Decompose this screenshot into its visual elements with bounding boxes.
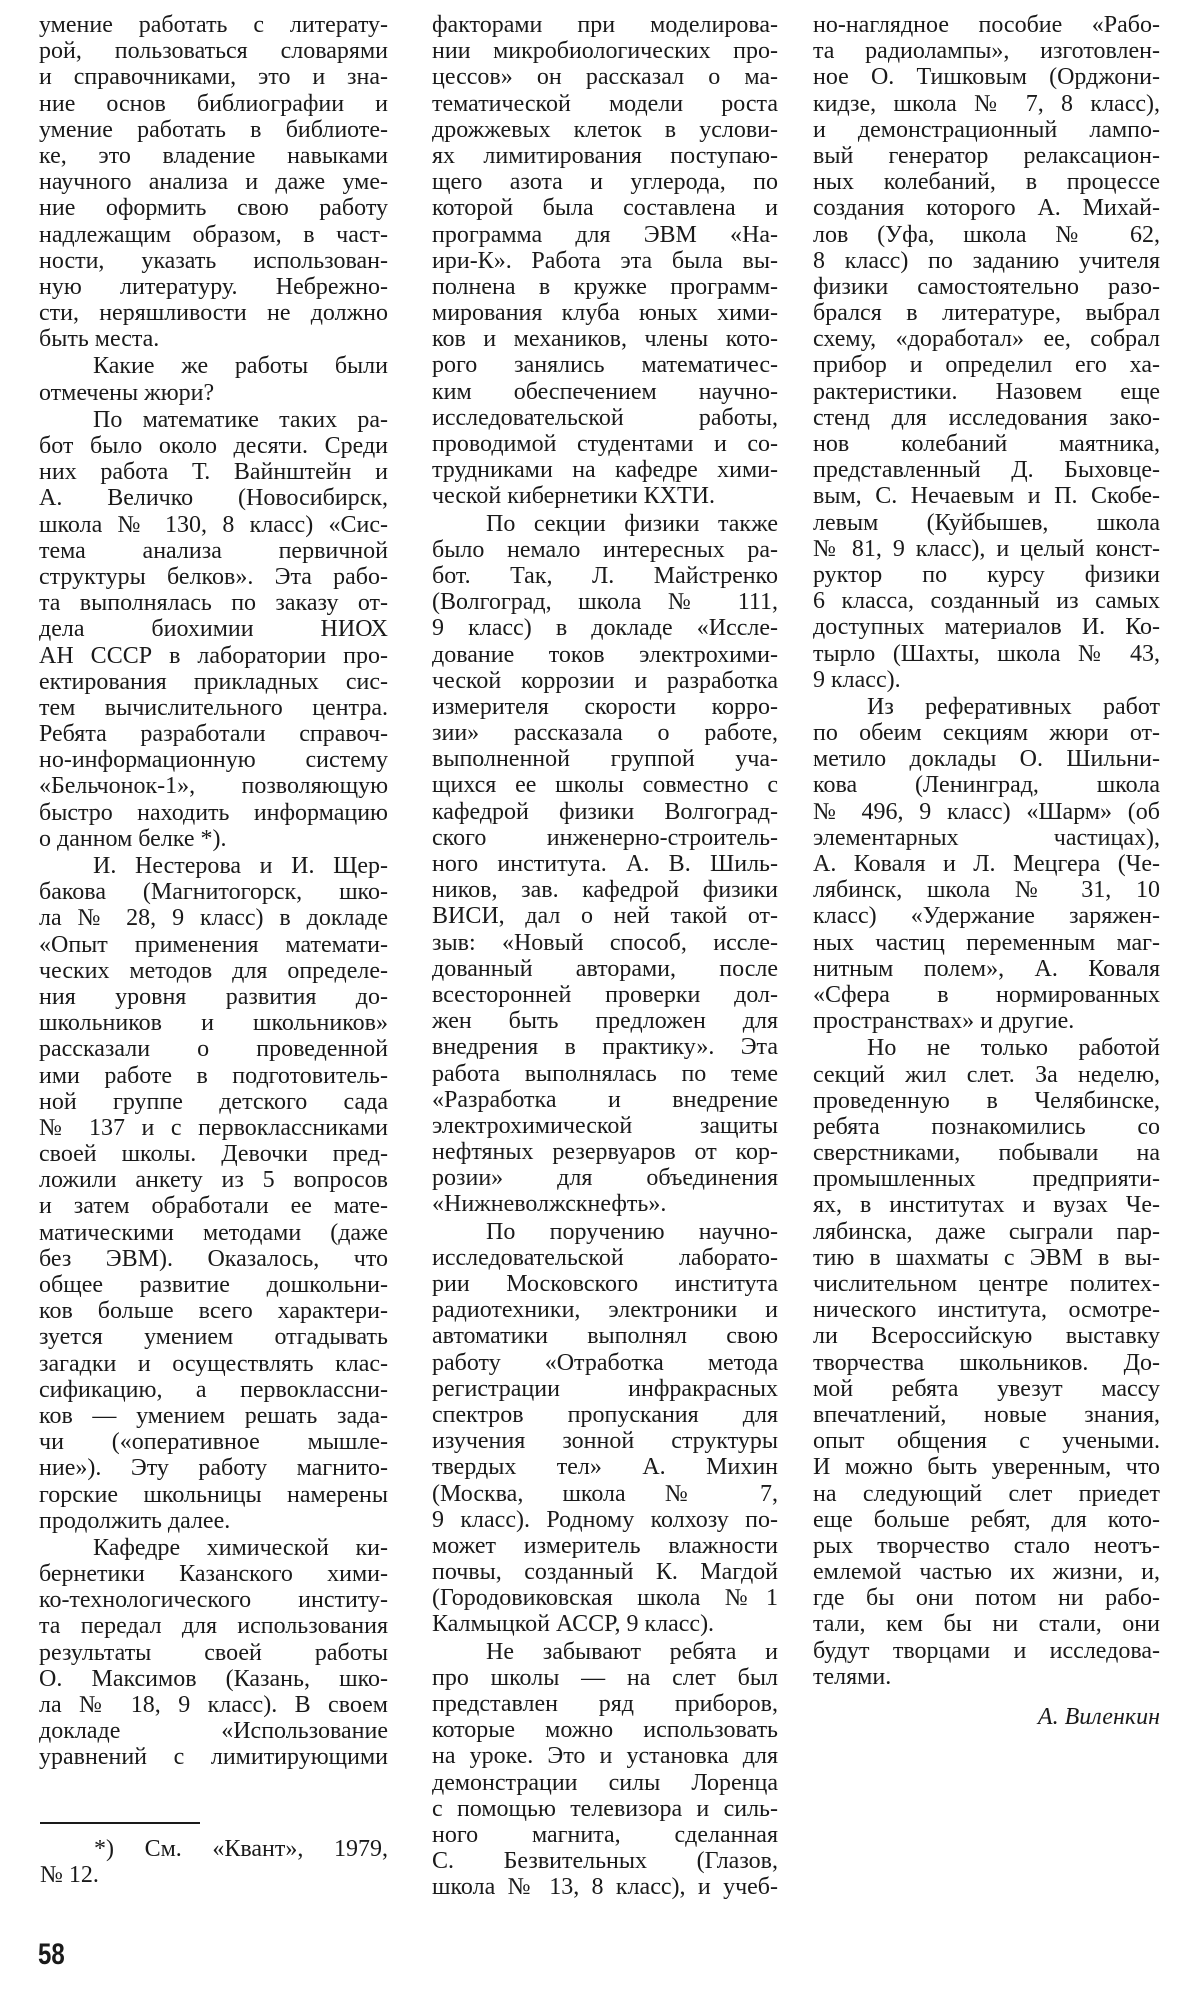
text-line: кафедрой физики Волгоград- xyxy=(432,798,778,825)
footnote-line: № 12. xyxy=(40,1862,99,1889)
text-line: зыв: «Новый способ, иссле- xyxy=(432,929,778,956)
text-line: зуется умением отгадывать xyxy=(39,1324,388,1351)
text-line: бот. Так, Л. Майстренко xyxy=(432,562,778,589)
text-line: загадки и осуществлять клас- xyxy=(39,1350,388,1377)
text-line: автоматики выполнял свою xyxy=(432,1323,778,1350)
text-line: дование токов электрохими- xyxy=(432,641,778,668)
text-line: Кафедре химической ки- xyxy=(93,1534,388,1561)
text-line: левым (Куйбышев, школа xyxy=(813,509,1160,536)
text-line: ского инженерно-строитель- xyxy=(432,824,778,851)
text-line: Ребята разработали справоч- xyxy=(39,721,388,748)
text-line: радиотехники, электроники и xyxy=(432,1297,778,1324)
text-line: представлен ряд приборов, xyxy=(432,1691,778,1717)
text-line: трудниками на кафедре хими- xyxy=(432,457,778,484)
text-line: ное О. Тишковым (Орджони- xyxy=(813,64,1160,91)
text-line: внедрения в практику». Эта xyxy=(432,1034,778,1061)
text-line: умение работать в библиоте- xyxy=(39,116,388,143)
text-line: дела биохимии НИОХ xyxy=(39,616,388,643)
text-line: мирования клуба юных хими- xyxy=(432,300,778,327)
text-line: лябинска, даже сыграли пар- xyxy=(813,1218,1160,1245)
paragraph xyxy=(39,1535,388,1771)
text-line: щихся ее школы совместно с xyxy=(432,772,778,799)
text-line: почвы, созданный К. Магдой xyxy=(432,1559,778,1586)
text-line: 9 класс). xyxy=(813,666,901,693)
text-line: матическими методами (даже xyxy=(39,1219,388,1246)
text-line: с помощью телевизора и силь- xyxy=(432,1795,778,1822)
text-line: № 496, 9 класс) «Шарм» (об xyxy=(813,798,1160,825)
text-line: ложили анкету из 5 вопросов xyxy=(39,1167,388,1194)
text-line: метило доклады О. Шильни- xyxy=(813,746,1160,773)
text-line: и затем обработали ее мате- xyxy=(39,1193,388,1220)
text-line: зии» рассказала о работе, xyxy=(432,720,778,747)
text-line: было немало интересных ра- xyxy=(432,536,778,563)
text-line: умение работать с литерату- xyxy=(39,12,388,38)
text-line: емлемой частью их жизни, и, xyxy=(813,1559,1160,1586)
text-line: работа выполнялась по теме xyxy=(432,1060,778,1087)
text-line: школьников и школьников» xyxy=(39,1010,388,1037)
text-line: Какие же работы были xyxy=(93,353,388,380)
text-line: тырло (Шахты, школа № 43, xyxy=(813,640,1160,667)
text-line: рактеристики. Назовем еще xyxy=(813,378,1160,405)
text-line: чи («оперативное мышле- xyxy=(39,1429,388,1456)
text-line: промышленных предприяти- xyxy=(813,1166,1160,1193)
text-line: та передал для использования xyxy=(39,1613,388,1640)
text-line: та радиолампы», изготовлен- xyxy=(813,38,1160,65)
text-line: бот было около десяти. Среди xyxy=(39,433,388,459)
text-line: руктор по курсу физики xyxy=(813,561,1160,588)
text-line: № 137 и с первоклассниками xyxy=(39,1114,388,1141)
text-line: рых творчество стало неотъ- xyxy=(813,1532,1160,1559)
text-line: класс) «Удержание заряжен- xyxy=(813,903,1160,930)
text-line: ях, в институтах и вузах Че- xyxy=(813,1192,1160,1219)
text-column-1 xyxy=(39,12,388,1772)
text-line: рого занялись математичес- xyxy=(432,352,778,379)
footnote-divider xyxy=(40,1822,200,1824)
text-line: спектров пропускания для xyxy=(432,1401,778,1428)
text-line: По поручению научно- xyxy=(486,1218,778,1245)
text-line: физики самостоятельно разо- xyxy=(813,273,1160,300)
text-line: без ЭВМ). Оказалось, что xyxy=(39,1245,388,1272)
text-line: бакова (Магнитогорск, шко- xyxy=(39,879,388,906)
text-line: своей школы. Девочки пред- xyxy=(39,1141,388,1168)
text-line: отмечены жюри? xyxy=(39,379,215,406)
text-line: электрохимической защиты xyxy=(432,1112,778,1139)
text-line: рассказали о проведенной xyxy=(39,1036,388,1063)
text-line: рой, пользоваться словарями xyxy=(39,38,388,65)
text-line: сверстниками, побывали на xyxy=(813,1140,1160,1167)
text-line: выполненной группой уча- xyxy=(432,746,778,773)
text-line: где бы они потом ни рабо- xyxy=(813,1585,1160,1612)
text-line: рии Московского института xyxy=(432,1271,778,1297)
text-line: ектирования прикладных сис- xyxy=(39,668,388,695)
text-line: секций жил слет. За неделю, xyxy=(813,1061,1160,1088)
text-line: сификацию, а первоклассни- xyxy=(39,1376,388,1403)
paragraph xyxy=(813,12,1160,693)
paragraph xyxy=(432,1639,778,1901)
text-line: ных частиц переменным маг- xyxy=(813,929,1160,956)
text-line: тали, кем бы ни стали, они xyxy=(813,1611,1160,1638)
text-line: быстро находить информацию xyxy=(39,799,388,826)
paragraph xyxy=(813,694,1160,1034)
text-line: но-наглядное пособие «Рабо- xyxy=(813,12,1160,38)
text-line: на следующий слет приедет xyxy=(813,1480,1160,1507)
text-line: общее развитие дошкольни- xyxy=(39,1272,388,1298)
text-column-3 xyxy=(813,12,1160,1691)
text-line: будут творцами и исследова- xyxy=(813,1637,1160,1664)
text-line: доступных материалов И. Ко- xyxy=(813,614,1160,641)
text-line: про школы — на слет был xyxy=(432,1664,778,1691)
text-line: бернетики Казанского хими- xyxy=(39,1561,388,1588)
text-line: уравнений с лимитирующими xyxy=(39,1744,388,1771)
footnote xyxy=(40,1836,388,1888)
text-line: ную литературу. Небрежно- xyxy=(39,273,388,300)
text-line: ние основ библиографии и xyxy=(39,90,388,117)
text-line: о данном белке *). xyxy=(39,825,227,852)
text-line: школа № 130, 8 класс) «Сис- xyxy=(39,511,388,538)
text-line: ной группе детского сада xyxy=(39,1088,388,1115)
text-line: дрожжевых клеток в услови- xyxy=(432,116,778,143)
text-line: школа № 13, 8 класс), и учеб- xyxy=(432,1874,778,1901)
text-line: горские школьницы намерены xyxy=(39,1481,388,1508)
text-line: надлежащим образом, в част- xyxy=(39,221,388,248)
paragraph xyxy=(39,12,388,352)
text-line: структуры белков». Эта рабо- xyxy=(39,563,388,590)
text-line: измерителя скорости корро- xyxy=(432,693,778,720)
text-line: ков — умением решать зада- xyxy=(39,1402,388,1429)
text-line: ким обеспечением научно- xyxy=(432,378,778,405)
text-line: жен быть предложен для xyxy=(432,1008,778,1035)
text-line: ческой кибернетики КХТИ. xyxy=(432,483,715,510)
text-line: исследовательской лаборато- xyxy=(432,1244,778,1271)
text-line: ях лимитирования поступаю- xyxy=(432,142,778,169)
text-line: них работа Т. Вайнштейн и xyxy=(39,459,388,486)
text-line: «Бельчонок-1», позволяющую xyxy=(39,773,388,800)
text-line: ческих методов для определе- xyxy=(39,957,388,984)
text-line: результаты своей работы xyxy=(39,1639,388,1666)
text-line: 9 класс) в докладе «Иссле- xyxy=(432,615,778,642)
text-line: «Разработка и внедрение xyxy=(432,1086,778,1113)
text-line: (Волгоград, школа № 111, xyxy=(432,589,778,616)
text-line: может измеритель влажности xyxy=(432,1532,778,1559)
text-line: ных колебаний, в процессе xyxy=(813,169,1160,196)
text-line: всесторонней проверки дол- xyxy=(432,981,778,1008)
text-line: и справочниками, это и зна- xyxy=(39,64,388,91)
text-line: факторами при моделирова- xyxy=(432,12,778,38)
text-line: мой ребята увезут массу xyxy=(813,1375,1160,1402)
text-line: нов колебаний маятника, xyxy=(813,431,1160,457)
text-line: О. Максимов (Казань, шко- xyxy=(39,1665,388,1692)
text-line: ири-К». Работа эта была вы- xyxy=(432,247,778,274)
text-line: проводимой студентами и со- xyxy=(432,431,778,457)
text-line: творчества школьников. До- xyxy=(813,1349,1160,1376)
text-line: ков больше всего характери- xyxy=(39,1298,388,1325)
text-line: По секции физики также xyxy=(486,510,778,537)
paragraph xyxy=(39,353,388,405)
text-line: регистрации инфракрасных xyxy=(432,1375,778,1402)
text-line: по обеим секциям жюри от- xyxy=(813,720,1160,747)
text-line: работу «Отработка метода xyxy=(432,1349,778,1376)
text-line: стенд для исследования зако- xyxy=(813,404,1160,431)
paragraph xyxy=(432,12,778,510)
text-line: А. Величко (Новосибирск, xyxy=(39,485,388,512)
text-line: на уроке. Это и установка для xyxy=(432,1743,778,1770)
text-line: дованный авторами, после xyxy=(432,955,778,982)
text-line: щего азота и углерода, по xyxy=(432,169,778,196)
text-line: прибор и определил его ха- xyxy=(813,352,1160,379)
text-line: продолжить далее. xyxy=(39,1507,231,1534)
text-line: Калмыцкой АССР, 9 класс). xyxy=(432,1611,715,1638)
text-line: представленный Д. Быховце- xyxy=(813,457,1160,484)
text-line: Не забывают ребята и xyxy=(486,1638,778,1665)
text-line: ко-технологического институ- xyxy=(39,1587,388,1614)
text-line: демонстрации силы Лоренца xyxy=(432,1769,778,1796)
paragraph xyxy=(432,1219,778,1638)
text-line: и демонстрационный лампо- xyxy=(813,116,1160,143)
text-line: И можно быть уверенным, что xyxy=(813,1454,1160,1481)
text-line: кидзе, школа № 7, 8 класс), xyxy=(813,90,1160,117)
paragraph xyxy=(39,407,388,852)
text-line: брался в литературе, выбрал xyxy=(813,300,1160,327)
text-line: тематической модели роста xyxy=(432,90,778,117)
text-line: Из реферативных работ xyxy=(867,693,1160,720)
text-line: быть места. xyxy=(39,326,160,353)
text-line: телями. xyxy=(813,1663,892,1690)
text-line: тию в шахматы с ЭВМ в вы- xyxy=(813,1244,1160,1271)
text-line: ние оформить свою работу xyxy=(39,195,388,222)
text-line: тем вычислительного центра. xyxy=(39,694,388,721)
footnote-line: *) См. «Квант», 1979, xyxy=(94,1836,388,1862)
text-line: пространствах» и другие. xyxy=(813,1008,1075,1035)
text-line: ребята познакомились со xyxy=(813,1113,1160,1140)
text-line: программа для ЭВМ «На- xyxy=(432,221,778,248)
text-line: лябинск, школа № 31, 10 xyxy=(813,877,1160,904)
text-line: С. Безвительных (Глазов, xyxy=(432,1848,778,1875)
text-column-2 xyxy=(432,12,778,1902)
text-line: которые можно использовать xyxy=(432,1717,778,1744)
text-line: нитным полем», А. Коваля xyxy=(813,955,1160,982)
author-signature: А. Виленкин xyxy=(1037,1704,1160,1730)
text-line: проведенную в Челябинске, xyxy=(813,1087,1160,1114)
text-line: ла № 28, 9 класс) в докладе xyxy=(39,905,388,932)
paragraph xyxy=(39,853,388,1534)
text-line: лов (Уфа, школа № 62, xyxy=(813,221,1160,248)
text-line: сти, неряшливости не должно xyxy=(39,300,388,327)
text-line: И. Нестерова и И. Щер- xyxy=(93,853,388,879)
text-line: ВИСИ, дал о ней такой от- xyxy=(432,903,778,930)
text-line: изучения зонной структуры xyxy=(432,1428,778,1455)
text-line: нии микробиологических про- xyxy=(432,38,778,65)
text-line: цессов» он рассказал о ма- xyxy=(432,64,778,91)
text-line: розии» для объединения xyxy=(432,1165,778,1192)
text-line: ников, зав. кафедрой физики xyxy=(432,877,778,904)
text-line: № 81, 9 класс), и целый конст- xyxy=(813,535,1160,562)
text-line: нического института, осмотре- xyxy=(813,1297,1160,1324)
text-line: ков и механиков, члены кото- xyxy=(432,326,778,353)
text-line: 9 класс). Родному колхозу по- xyxy=(432,1506,778,1533)
text-line: ими работе в подготовитель- xyxy=(39,1062,388,1089)
text-line: вый генератор релаксацион- xyxy=(813,142,1160,169)
text-line: ния уровня развития до- xyxy=(39,983,388,1010)
text-line: исследовательской работы, xyxy=(432,404,778,431)
text-line: А. Коваля и Л. Мецгера (Че- xyxy=(813,851,1160,877)
text-line: вым, С. Нечаевым и П. Скобе- xyxy=(813,483,1160,510)
page-number: 58 xyxy=(38,1938,65,1971)
text-line: ности, указать использован- xyxy=(39,247,388,274)
text-line: 6 класса, созданный из самых xyxy=(813,588,1160,615)
text-line: ке, это владение навыками xyxy=(39,142,388,169)
text-line: ного института. А. В. Шиль- xyxy=(432,851,778,877)
text-line: ного магнита, сделанная xyxy=(432,1821,778,1848)
text-line: создания которого А. Михай- xyxy=(813,195,1160,222)
text-line: та выполнялась по заказу от- xyxy=(39,590,388,617)
text-line: ла № 18, 9 класс). В своем xyxy=(39,1692,388,1718)
text-line: докладе «Использование xyxy=(39,1718,388,1745)
text-line: но-информационную систему xyxy=(39,747,388,774)
text-line: Но не только работой xyxy=(867,1035,1160,1062)
text-line: кова (Ленинград, школа xyxy=(813,772,1160,799)
text-line: твердых тел» А. Михин xyxy=(432,1454,778,1481)
text-line: впечатлений, новые знания, xyxy=(813,1401,1160,1428)
text-line: «Сфера в нормированных xyxy=(813,981,1160,1008)
text-line: тема анализа первичной xyxy=(39,537,388,564)
text-line: которой была составлена и xyxy=(432,195,778,222)
text-line: (Городовиковская школа №1 xyxy=(432,1585,778,1612)
text-line: опыт общения с учеными. xyxy=(813,1428,1160,1455)
text-line: По математике таких ра- xyxy=(93,406,388,433)
text-line: элементарных частицах), xyxy=(813,824,1160,851)
text-line: 8 класс) по заданию учителя xyxy=(813,247,1160,274)
text-line: полнена в кружке программ- xyxy=(432,273,778,300)
paragraph xyxy=(813,1035,1160,1690)
text-line: ли Всероссийскую выставку xyxy=(813,1323,1160,1350)
text-line: ческой коррозии и разработка xyxy=(432,667,778,694)
text-line: нефтяных резервуаров от кор- xyxy=(432,1139,778,1166)
text-line: «Нижневолжскнефть». xyxy=(432,1191,667,1218)
text-line: еще больше ребят, для кото- xyxy=(813,1506,1160,1533)
text-line: АН СССР в лаборатории про- xyxy=(39,642,388,669)
text-line: ние»). Эту работу магнито- xyxy=(39,1455,388,1482)
paragraph xyxy=(432,511,778,1218)
text-line: «Опыт применения математи- xyxy=(39,931,388,958)
text-line: научного анализа и даже уме- xyxy=(39,169,388,196)
text-line: схему, «доработал» ее, собрал xyxy=(813,326,1160,353)
text-line: (Москва, школа № 7, xyxy=(432,1480,778,1507)
text-line: числительном центре политех- xyxy=(813,1271,1160,1297)
